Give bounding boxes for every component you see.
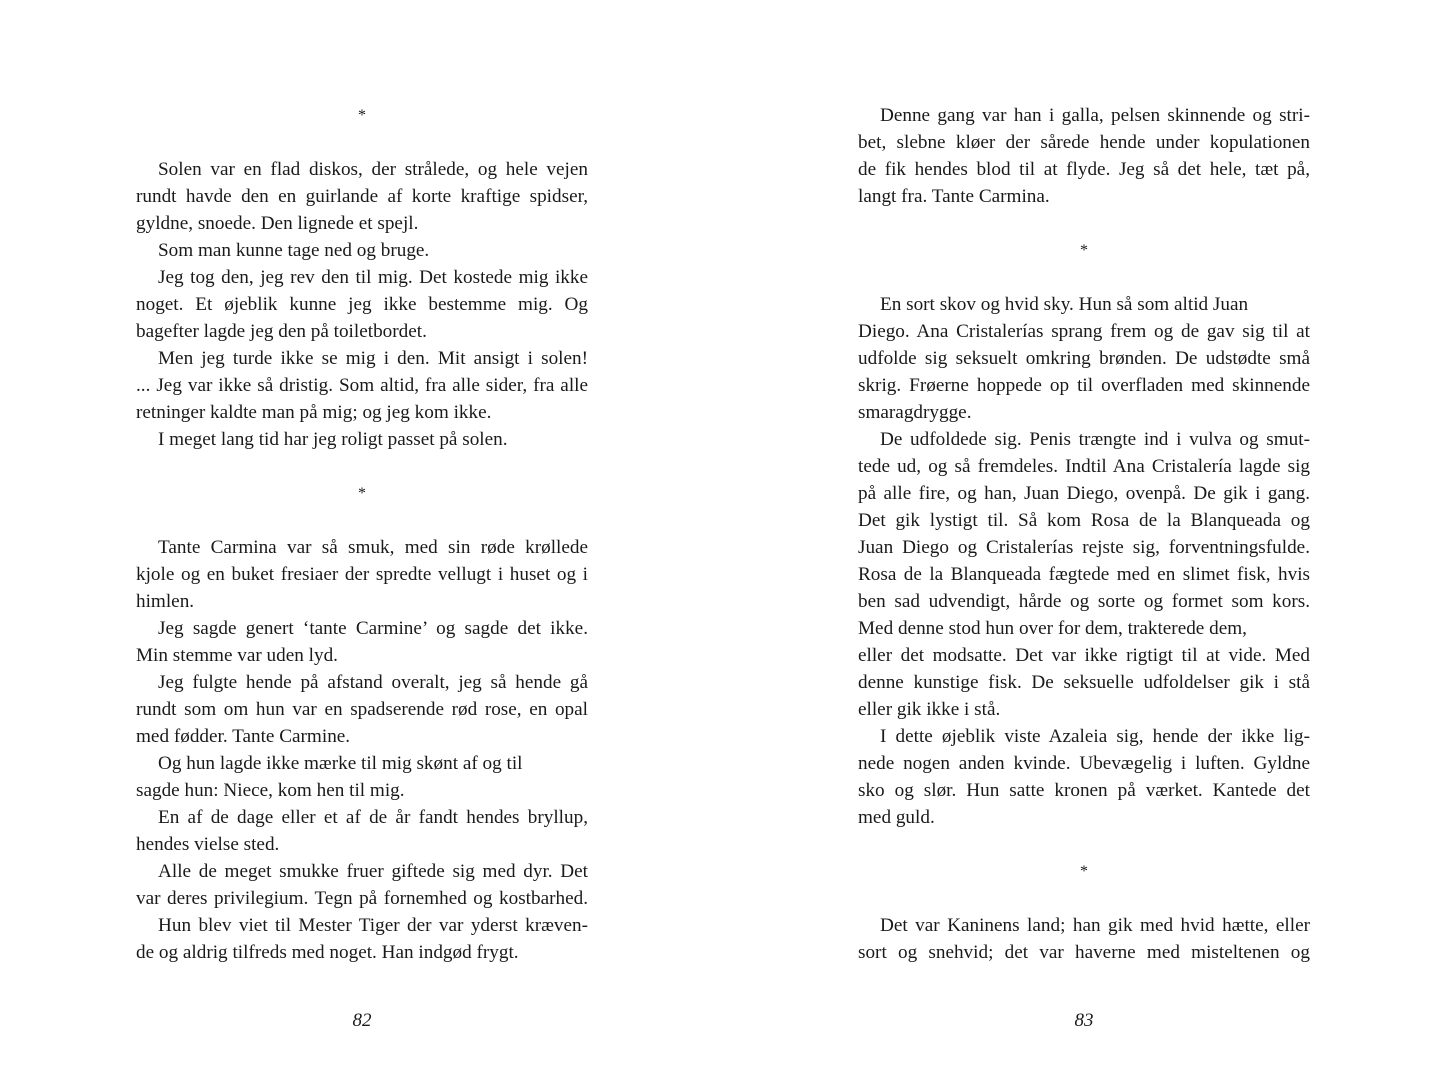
text-line: Jeg fulgte hende på afstand overalt, jeg så hende gå xyxy=(158,672,588,693)
text-line: Og hun lagde ikke mærke til mig skønt af og til xyxy=(158,753,523,774)
text-line: Men jeg turde ikke se mig i den. Mit ansigt i solen! xyxy=(158,348,588,369)
blank-line xyxy=(136,453,588,480)
blank-line xyxy=(858,210,1310,237)
left-page xyxy=(136,0,588,1087)
text-line: Rosa de la Blanqueada fægtede med en slimet fisk, hvis xyxy=(858,564,1310,585)
blank-line xyxy=(858,264,1310,291)
text-line: I dette øjeblik viste Azaleia sig, hende der ikke lig- xyxy=(880,726,1310,747)
text-line: retninger kaldte man på mig; og jeg kom ikke. xyxy=(136,402,492,423)
left-page-text xyxy=(136,102,588,966)
text-line: på alle fire, og han, Juan Diego, ovenpå. De gik i gang. xyxy=(858,483,1310,504)
text-line: I meget lang tid har jeg roligt passet på solen. xyxy=(158,429,508,450)
text-line: De udfoldede sig. Penis trængte ind i vulva og smut- xyxy=(880,429,1310,450)
text-line: sort og snehvid; det var haverne med misteltenen og xyxy=(858,942,1310,963)
text-line: eller gik ikke i stå. xyxy=(858,699,1001,720)
text-line: Jeg sagde genert ‘tante Carmine’ og sagde det ikke. xyxy=(158,618,588,639)
blank-line xyxy=(136,129,588,156)
text-line: himlen. xyxy=(136,591,195,612)
section-break-asterisk: * xyxy=(1080,863,1088,880)
text-line: de og aldrig tilfreds med noget. Han indgød frygt. xyxy=(136,942,519,963)
text-line: Det gik lystigt til. Så kom Rosa de la Blanqueada og xyxy=(858,510,1310,531)
text-line: bagefter lagde jeg den på toiletbordet. xyxy=(136,321,427,342)
text-line: Diego. Ana Cristalerías sprang frem og de gav sig til at xyxy=(858,321,1310,342)
text-line: Jeg tog den, jeg rev den til mig. Det kostede mig ikke xyxy=(158,267,588,288)
right-page xyxy=(858,0,1310,1087)
text-line: Solen var en flad diskos, der strålede, og hele vejen xyxy=(158,159,588,180)
text-line: eller det modsatte. Det var ikke rigtigt til at vide. Med xyxy=(858,645,1310,666)
text-line: var deres privilegium. Tegn på fornemhed og kostbarhed. xyxy=(136,888,588,909)
text-line: kjole og en buket fresiaer der spredte vellugt i huset og i xyxy=(136,564,588,585)
text-line: rundt som om hun var en spadserende rød rose, en opal xyxy=(136,699,588,720)
right-page-text xyxy=(858,102,1310,966)
text-line: Alle de meget smukke fruer giftede sig med dyr. Det xyxy=(158,861,588,882)
page-number-left: 82 xyxy=(352,1010,372,1031)
text-line: Denne gang var han i galla, pelsen skinnende og stri- xyxy=(880,105,1310,126)
text-line: med guld. xyxy=(858,807,935,828)
text-line: noget. Et øjeblik kunne jeg ikke bestemme mig. Og xyxy=(136,294,588,315)
text-line: skrig. Frøerne hoppede op til overfladen med skinnende xyxy=(858,375,1310,396)
text-line: Juan Diego og Cristalerías rejste sig, forventningsfulde. xyxy=(858,537,1310,558)
text-line: langt fra. Tante Carmina. xyxy=(858,186,1050,207)
text-line: denne kunstige fisk. De seksuelle udfoldelser gik i stå xyxy=(858,672,1310,693)
page-number-right: 83 xyxy=(1074,1010,1094,1031)
text-line: udfolde sig seksuelt omkring brønden. De udstødte små xyxy=(858,348,1310,369)
text-line: Min stemme var uden lyd. xyxy=(136,645,338,666)
section-break-asterisk: * xyxy=(358,485,366,502)
section-break-asterisk: * xyxy=(358,107,366,124)
text-line: hendes vielse sted. xyxy=(136,834,280,855)
text-line: bet, slebne kløer der sårede hende under kopulationen xyxy=(858,132,1310,153)
text-line: de fik hendes blod til at flyde. Jeg så det hele, tæt på, xyxy=(858,159,1310,180)
text-line: sko og slør. Hun satte kronen på værket. Kantede det xyxy=(858,780,1310,801)
text-line: gyldne, snoede. Den lignede et spejl. xyxy=(136,213,419,234)
text-line: nede nogen anden kvinde. Ubevægelig i luften. Gyldne xyxy=(858,753,1310,774)
text-line: ... Jeg var ikke så dristig. Som altid, fra alle sider, fra alle xyxy=(136,375,588,396)
blank-line xyxy=(858,831,1310,858)
blank-line xyxy=(858,885,1310,912)
text-line: sagde hun: Niece, kom hen til mig. xyxy=(136,780,405,801)
text-line: rundt havde den en guirlande af korte kraftige spidser, xyxy=(136,186,588,207)
text-line: Det var Kaninens land; han gik med hvid hætte, eller xyxy=(880,915,1310,936)
text-line: Med denne stod hun over for dem, trakterede dem, xyxy=(858,618,1247,639)
blank-line xyxy=(136,507,588,534)
text-line: En af de dage eller et af de år fandt hendes bryllup, xyxy=(158,807,588,828)
text-line: Hun blev viet til Mester Tiger der var yderst kræven- xyxy=(158,915,588,936)
text-line: tede ud, og så fremdeles. Indtil Ana Cristalería lagde sig xyxy=(858,456,1310,477)
text-line: Tante Carmina var så smuk, med sin røde krøllede xyxy=(158,537,588,558)
text-line: En sort skov og hvid sky. Hun så som altid Juan xyxy=(880,294,1249,315)
text-line: Som man kunne tage ned og bruge. xyxy=(158,240,430,261)
text-line: ben sad udvendigt, hårde og sorte og formet som kors. xyxy=(858,591,1310,612)
section-break-asterisk: * xyxy=(1080,242,1088,259)
text-line: smaragdrygge. xyxy=(858,402,972,423)
text-line: med fødder. Tante Carmine. xyxy=(136,726,351,747)
